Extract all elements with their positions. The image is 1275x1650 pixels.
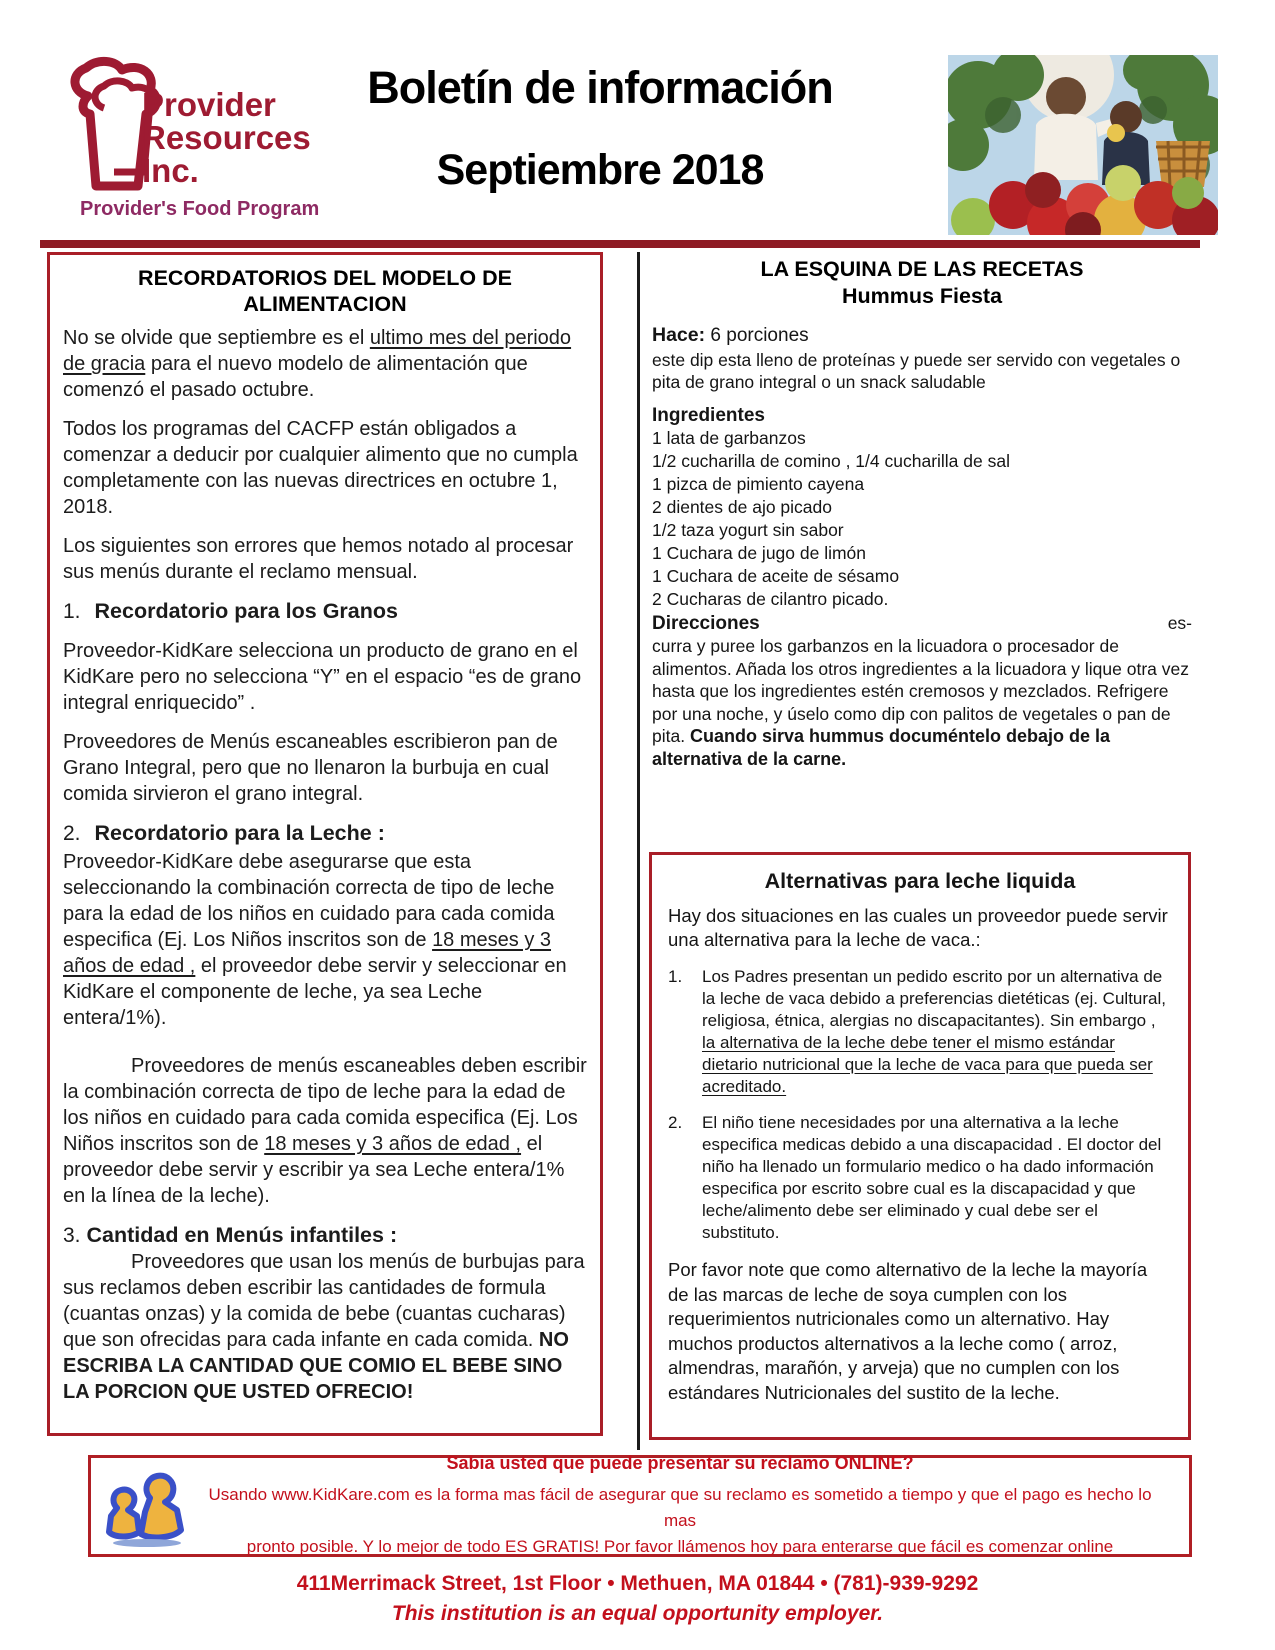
directions-hyphen-fragment: es- [1167, 613, 1192, 633]
alternatives-note: Por favor note que como alternativo de la leche la mayoría de las marcas de leche de soya cumplen con los requerimientos nutricionales como un alternativo. Hay muchos productos alternativos a la leche como ( arroz, almendras, marañón, y arveja) que no cumplen con los estándares Nutricionales del sustito de la leche. [668, 1259, 1148, 1403]
feeding-pattern-reminders-section [47, 252, 603, 1436]
banner-text [201, 1453, 1189, 1560]
paragraph-cacfp: Todos los programas del CACFP están obligados a comenzar a deducir por cualquier alimento que no cumpla completamente con las nuevas directrices en octubre 1, 2018. [63, 418, 578, 518]
ingredient-line: 1 Cuchara de jugo de limón [652, 543, 867, 563]
heading-infant-menus: 3. Cantidad en Menús infantiles : [63, 1223, 398, 1247]
provider-resources-logo [58, 48, 338, 233]
kidkare-url[interactable]: www.KidKare.com [271, 1484, 410, 1504]
paragraph-grace-period: No se olvide que septiembre es el ultimo mes del periodo de gracia para el nuevo modelo de alimentación que comenzó el pasado octubre. [63, 327, 572, 401]
newsletter-title-line2: Septiembre 2018 [436, 146, 764, 194]
logo-line1: Provider [142, 86, 276, 123]
recipe-corner-section [652, 256, 1192, 770]
footer-address: 411Merrimack Street, 1st Floor • Methuen, MA 01844 • (781)-939-9292 [296, 1572, 979, 1595]
underline-ultimo-mes: ultimo mes del periodo de gracia [63, 327, 572, 375]
ingredient-line: 1 pizca de pimiento cayena [652, 474, 865, 494]
heading-milk: 2. Recordatorio para la Leche : [63, 821, 385, 845]
footer-eeo-statement: This institution is an equal opportunity employer. [391, 1602, 884, 1625]
banner-line-2: pronto posible. Y lo mejor de todo ES GRATIS! Por favor llámenos hoy para enterarse que fácil es comenzar online [246, 1536, 1114, 1556]
banner-title: Sabia usted que puede presentar su reclamo ONLINE? [446, 1452, 914, 1473]
directions-text: curra y puree los garbanzos en la licuadora o procesador de alimentos. Añada los otros ingredientes a la licuadora y lique otra vez hasta que los ingredientes estén cremosos y mezclados. Refrigere por una noche, y úselo como dip con palitos de vegetales o pan de pita. Cuando sirva hummus documéntelo debajo de la alternativa de la carne. [652, 636, 1189, 769]
recipe-yield: Hace: 6 porciones [652, 324, 809, 346]
recipe-title-line2: Hummus Fiesta [841, 284, 1003, 308]
banner-line-1: Usando www.KidKare.com es la forma mas fácil de asegurar que su reclamo es sometido a tiempo y que el pago es hecho lo mas [208, 1484, 1152, 1530]
paragraph-grains-2: Proveedores de Menús escaneables escribieron pan de Grano Integral, pero que no llenaron la burbuja en cual comida sirvieron el grano integral. [63, 731, 558, 805]
logo-line3: Inc. [142, 152, 199, 189]
bold-document-hummus: Cuando sirva hummus documéntelo debajo de la alternativa de la carne. [652, 726, 1111, 769]
directions-heading: Direcciones [652, 613, 760, 634]
ingredient-line: 2 Cucharas de cilantro picado. [652, 589, 889, 609]
bold-do-not-write: NO ESCRIBA LA CANTIDAD QUE COMIO EL BEBE SINO LA PORCION QUE USTED OFRECIO! [63, 1329, 569, 1403]
directions-heading-row [652, 613, 1192, 635]
ingredients-heading: Ingredientes [652, 405, 765, 426]
column-divider [637, 252, 640, 1450]
milk-alternatives-section [649, 852, 1191, 1440]
recipe-title-line1: LA ESQUINA DE LAS RECETAS [760, 257, 1084, 281]
logo-text [142, 88, 311, 187]
recipe-description: este dip esta lleno de proteínas y puede ser servido con vegetales o pita de grano integral o un snack saludable [652, 350, 1181, 392]
children-icon [91, 1464, 201, 1548]
heading-grains: 1. Recordatorio para los Granos [63, 599, 398, 623]
alternatives-title: Alternativas para leche liquida [764, 869, 1076, 893]
ingredient-line: 1 Cuchara de aceite de sésamo [652, 566, 900, 586]
paragraph-milk-2: Proveedores de menús escaneables deben escribir la combinación correcta de tipo de leche para la edad de los niños en cuidado para cada comida especifica (Ej. Los Niños inscritos son de 18 meses y 3 años de edad , el proveedor debe servir y escribir ya sea Leche entera/1% en la línea de la leche). [63, 1055, 587, 1207]
alternatives-intro: Hay dos situaciones en las cuales un proveedor puede servir una alternativa para la leche de vaca.: [668, 905, 1168, 950]
ingredient-line: 1/2 cucharilla de comino , 1/4 cucharilla de sal [652, 451, 1010, 471]
logo-tagline: Provider's Food Program [80, 198, 320, 220]
ingredient-line: 1/2 taza yogurt sin sabor [652, 520, 844, 540]
alternatives-item-2: 2. El niño tiene necesidades por una alternativa a la leche especifica medicas debido a una discapacidad . El doctor del niño ha llenado un formulario medico o ha dado información especifica por escrito sobre cual es la discapacidad y que leche/alimento debe ser eliminado y cual debe ser el substituto. [668, 1113, 1162, 1242]
paragraph-infant-quantities: Proveedores que usan los menús de burbujas para sus reclamos deben escribir las cantidades de formula (cuantas onzas) y la comida de bebe (cuantas cucharas) que son ofrecidas para cada infante en cada comida. NO ESCRIBA LA CANTIDAD QUE COMIO EL BEBE SINO LA PORCION QUE USTED OFRECIO! [63, 1251, 585, 1403]
left-section-title: RECORDATORIOS DEL MODELO DE ALIMENTACION [138, 266, 512, 316]
newsletter-title-line1: Boletín de información [367, 62, 833, 113]
paragraph-milk-1: Proveedor-KidKare debe asegurarse que esta seleccionando la combinación correcta de tipo de leche para la edad de los niños en cuidado para cada comida especifica (Ej. Los Niños inscritos son de 18 meses y 3 años de edad , el proveedor debe servir y seleccionar en KidKare el componente de leche, ya sea Leche entera/1%). [63, 851, 567, 1029]
underline-milk-standard: la alternativa de la leche debe tener el mismo estándar dietario nutricional que la leche de vaca para que pueda ser acreditado. [702, 1033, 1153, 1096]
paragraph-grains-1: Proveedor-KidKare selecciona un producto de grano en el KidKare pero no selecciona “Y” en el espacio “es de grano integral enriquecido” . [63, 640, 582, 714]
underline-18-months-2: 18 meses y 3 años de edad , [264, 1133, 522, 1155]
ingredient-line: 1 lata de garbanzos [652, 428, 806, 448]
ingredient-line: 2 dientes de ajo picado [652, 497, 832, 517]
logo-line2: Resources [142, 119, 311, 156]
online-claim-banner [88, 1452, 1192, 1557]
paragraph-errors-intro: Los siguientes son errores que hemos notado al procesar sus menús durante el reclamo mensual. [63, 535, 574, 583]
header-rule [40, 240, 1200, 248]
underline-18-months-1: 18 meses y 3 años de edad , [63, 929, 552, 977]
newsletter-title [320, 62, 880, 195]
apple-picking-photo [948, 55, 1218, 235]
alternatives-item-1: 1. Los Padres presentan un pedido escrito por un alternativa de la leche de vaca debido a preferencias dietéticas (ej. Cultural, religiosa, étnica, alergias no discapacitantes). Sin embargo , la alternativa de la leche debe tener el mismo estándar dietario nutricional que la leche de vaca para que pueda ser acreditado. [668, 967, 1166, 1096]
